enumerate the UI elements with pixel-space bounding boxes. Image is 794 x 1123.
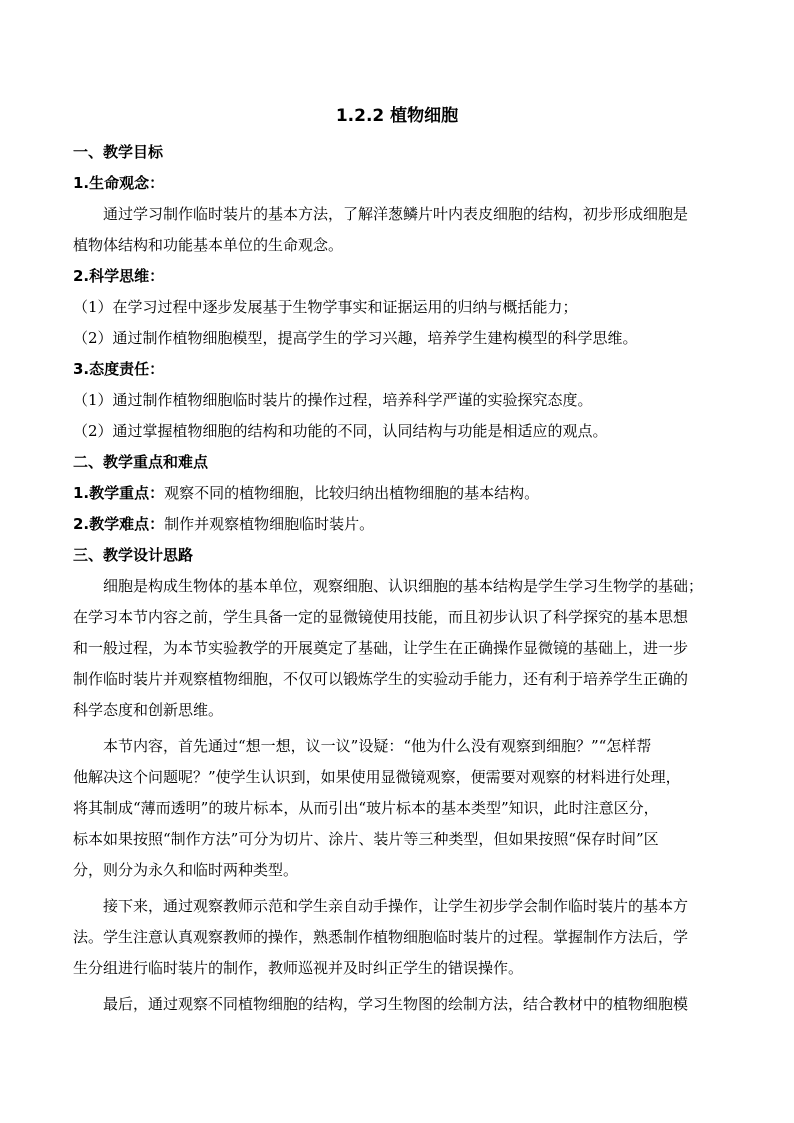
paragraph-line: 他解决这个问题呢？”使学生认识到，如果使用显微镜观察，便需要对观察的材料进行处理， <box>73 768 681 786</box>
page-title: 1.2.2 植物细胞 <box>335 106 459 126</box>
paragraph-line: 制作临时装片并观察植物细胞，不仅可以锻炼学生的实验动手能力，还有利于培养学生正确的 <box>73 670 689 688</box>
paragraph-line: 接下来，通过观察教师示范和学生亲自动手操作，让学生初步学会制作临时装片的基本方 <box>103 897 689 915</box>
subheading-life-concept: 1.生命观念： <box>73 174 165 192</box>
list-item: （2）通过掌握植物细胞的结构和功能的不同，认同结构与功能是相适应的观点。 <box>73 422 608 440</box>
subheading-scientific-thinking: 2.科学思维： <box>73 267 165 285</box>
difficulty-line <box>73 509 733 540</box>
list-item: （1）在学习过程中逐步发展基于生物学事实和证据运用的归纳与概括能力； <box>73 298 578 316</box>
subheading-attitude: 3.态度责任： <box>73 360 165 378</box>
key-point-text: 观察不同的植物细胞，比较归纳出植物细胞的基本结构。 <box>164 484 540 502</box>
paragraph-line: 标本如果按照“制作方法”可分为切片、涂片、装片等三种类型，但如果按照“保存时间”区 <box>73 830 659 848</box>
key-point-line <box>73 478 733 509</box>
paragraph-line: 生分组进行临时装片的制作，教师巡视并及时纠正学生的错误操作。 <box>73 959 524 977</box>
paragraph-line: 在学习本节内容之前，学生具备一定的显微镜使用技能，而且初步认识了科学探究的基本思想 <box>73 608 689 626</box>
paragraph-line: 最后，通过观察不同植物细胞的结构，学习生物图的绘制方法，结合教材中的植物细胞模 <box>103 995 689 1013</box>
paragraph-line: 通过学习制作临时装片的基本方法，了解洋葱鳞片叶内表皮细胞的结构，初步形成细胞是 <box>103 205 689 223</box>
paragraph-line: 本节内容，首先通过“想一想，议一议”设疑：“他为什么没有观察到细胞？”“怎样帮 <box>103 737 652 755</box>
section-heading-key-points: 二、教学重点和难点 <box>73 453 209 471</box>
paragraph-line: 细胞是构成生物体的基本单位，观察细胞、认识细胞的基本结构是学生学习生物学的基础； <box>103 577 704 595</box>
section-heading-design: 三、教学设计思路 <box>73 546 194 564</box>
document-body <box>73 137 733 1020</box>
list-item: （1）通过制作植物细胞临时装片的操作过程，培养科学严谨的实验探究态度。 <box>73 391 593 409</box>
paragraph-line: 植物体结构和功能基本单位的生命观念。 <box>73 236 344 254</box>
paragraph-line: 科学态度和创新思维。 <box>73 701 224 719</box>
paragraph-line: 法。学生注意认真观察教师的操作，熟悉制作植物细胞临时装片的过程。掌握制作方法后，学 <box>73 928 689 946</box>
list-item: （2）通过制作植物细胞模型，提高学生的学习兴趣，培养学生建构模型的科学思维。 <box>73 329 638 347</box>
difficulty-label: 2.教学难点： <box>73 515 165 533</box>
difficulty-text: 制作并观察植物细胞临时装片。 <box>164 515 375 533</box>
paragraph-line: 将其制成“薄而透明”的玻片标本，从而引出“玻片标本的基本类型”知识，此时注意区分， <box>73 799 659 817</box>
section-heading-objectives: 一、教学目标 <box>73 143 164 161</box>
paragraph-line: 分，则分为永久和临时两种类型。 <box>73 861 299 879</box>
key-point-label: 1.教学重点： <box>73 484 165 502</box>
paragraph-line: 和一般过程，为本节实验教学的开展奠定了基础，让学生在正确操作显微镜的基础上，进一步 <box>73 639 689 657</box>
